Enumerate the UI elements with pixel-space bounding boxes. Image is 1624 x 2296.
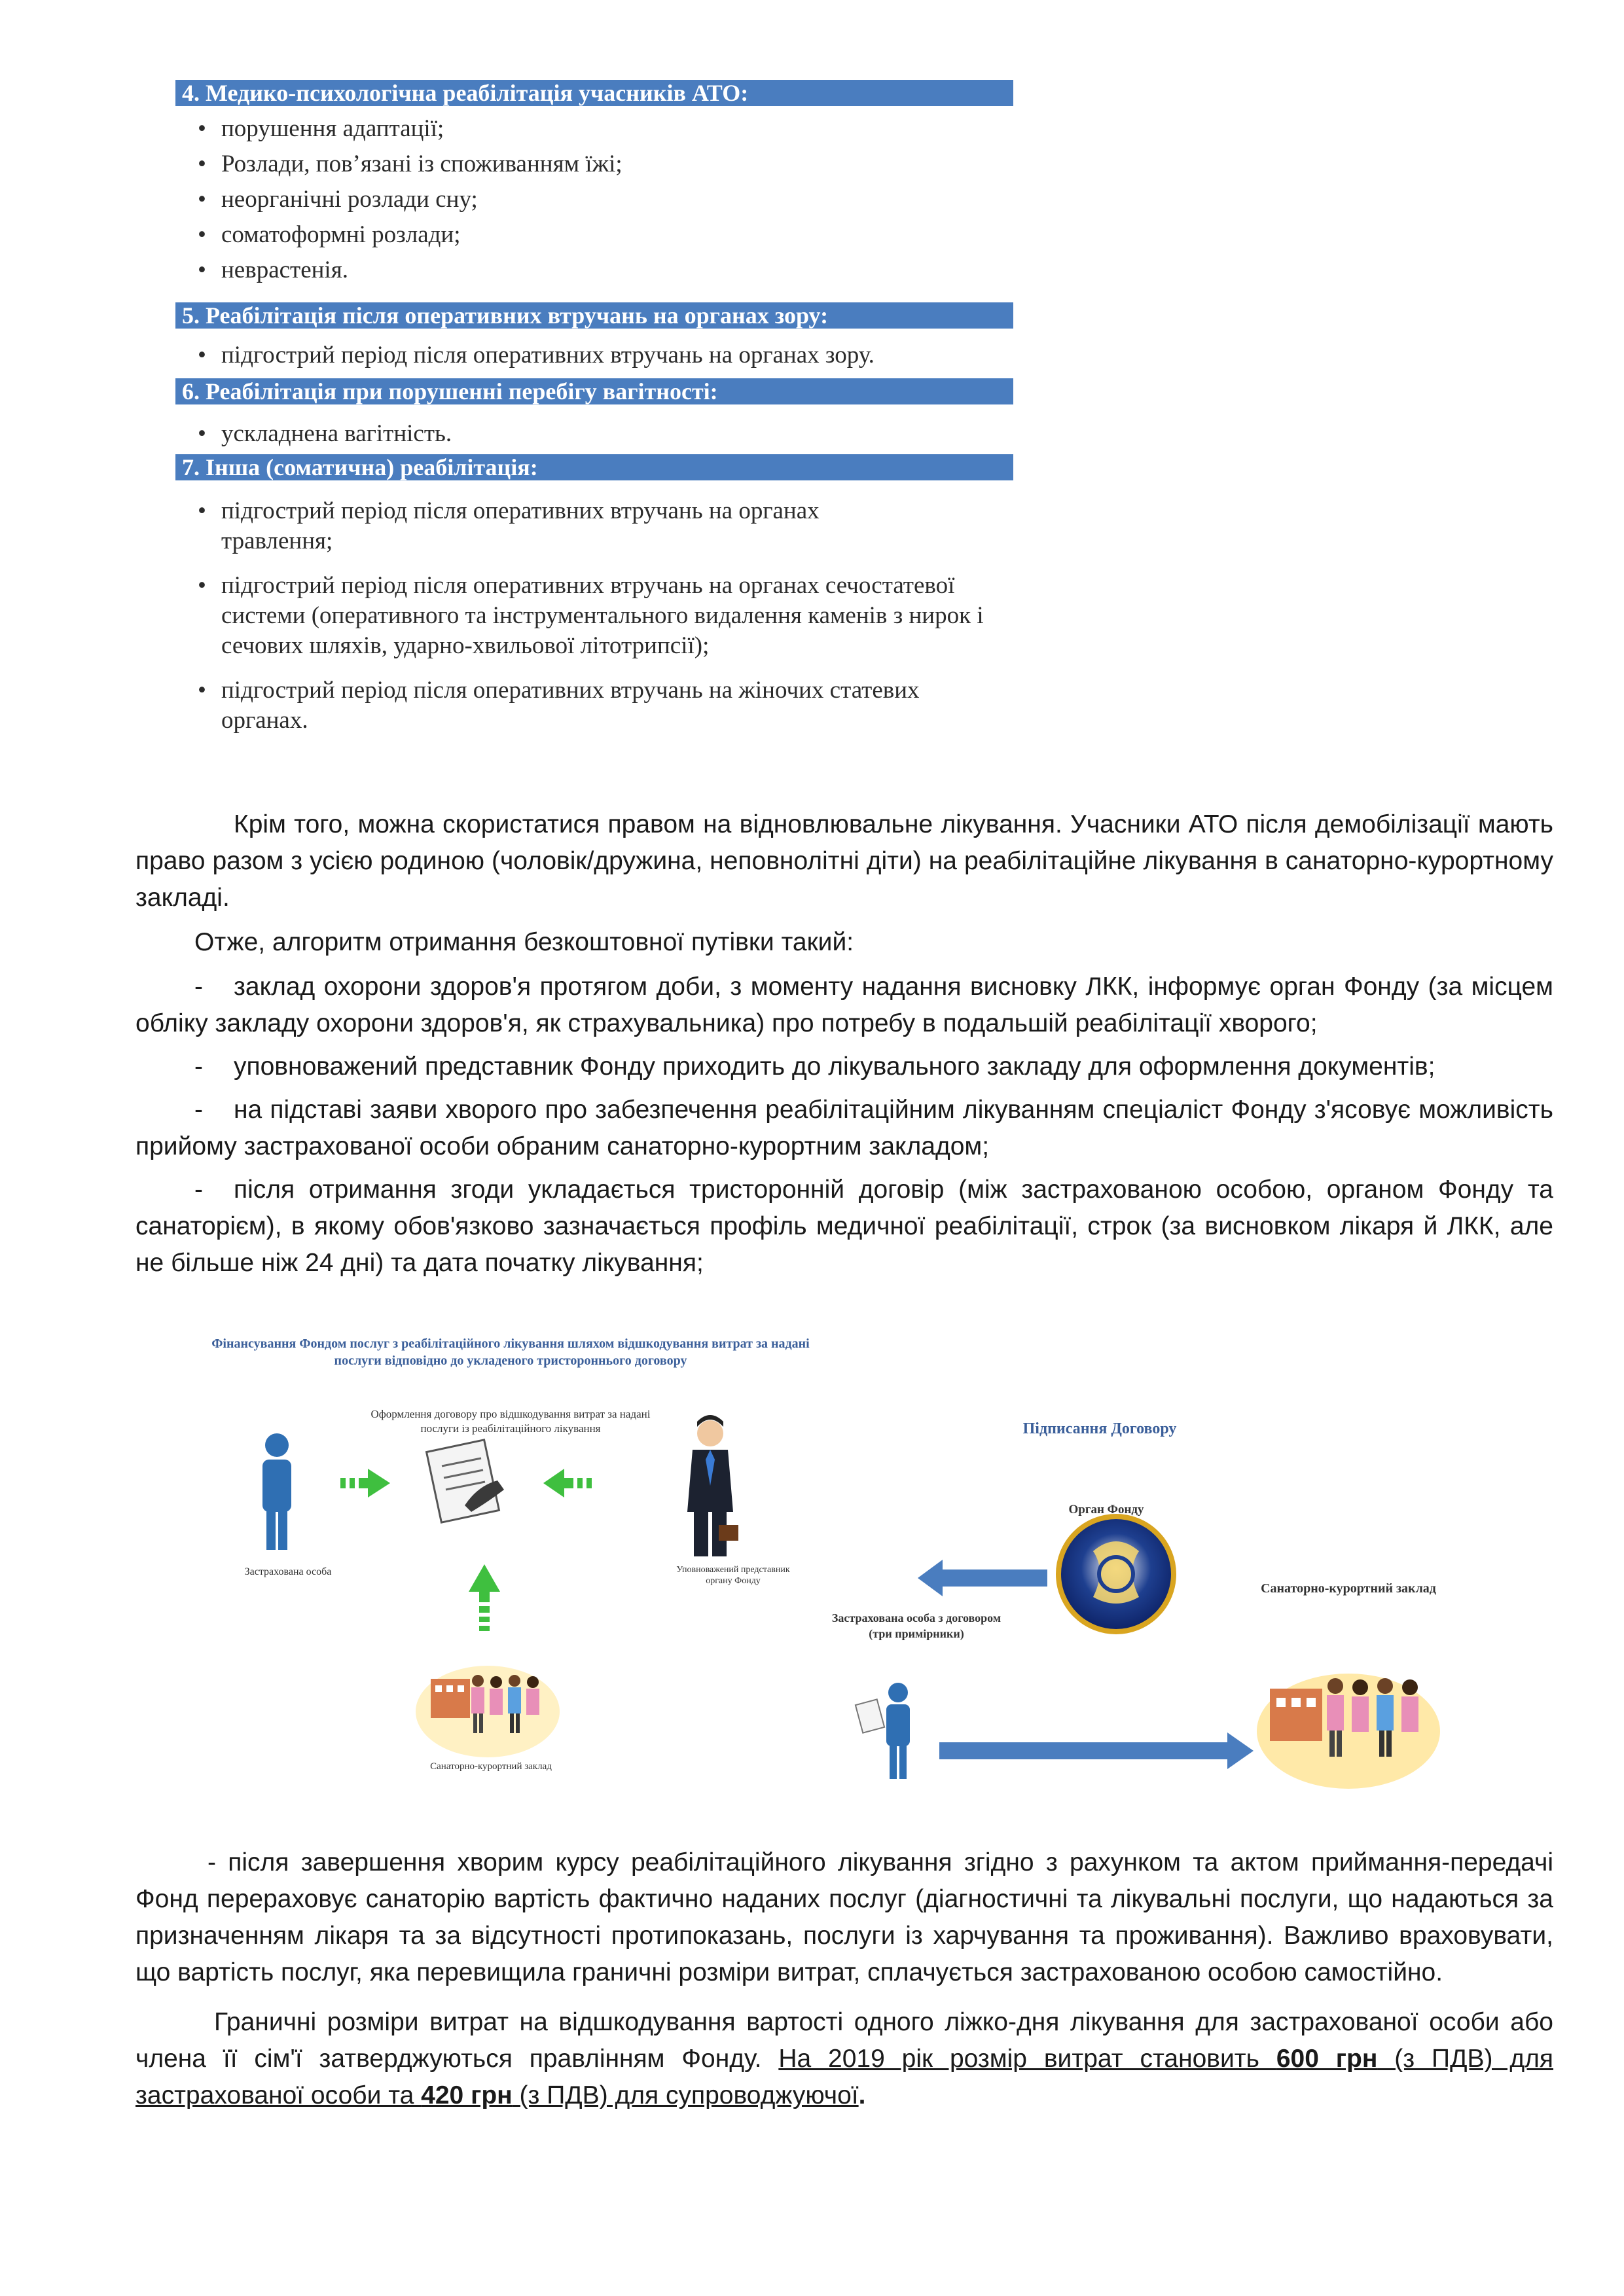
section-7-list <box>175 496 1013 736</box>
section-4-heading: 4. Медико-психологічна реабілітація учасників АТО: <box>175 80 1013 106</box>
contract-signing-icon <box>427 1440 504 1522</box>
payment-paragraph: - після завершення хворим курсу реабілітаційного лікування згідно з рахунком та актом приймання-передачі Фонд перераховує санаторію вартість фактично наданих послуг (діагностичні та лікувальні послуги, що надаються за призначенням лікаря та за відсутності протипоказань, послуги із харчування та проживання). Важливо враховувати, що вартість послуг, яка перевищила граничні розміри витрат, сплачується застрахованою особою самостійно. <box>135 1848 1553 1986</box>
signing-title: Підписання Договору <box>1022 1420 1177 1437</box>
dash-marker: - <box>194 1175 203 1204</box>
fund-logo-icon <box>1058 1516 1174 1632</box>
section-5 <box>175 302 1013 370</box>
dash-marker: - <box>194 1096 203 1124</box>
step-item <box>135 1049 1553 1085</box>
intro-paragraph: Крім того, можна скористатися правом на відновлювальне лікування. Учасники АТО після демобілізації мають право разом з усією родиною (чоловік/дружина, неповнолітні діти) на реабілітаційне лікування в санаторно-курортному закладі. <box>135 810 1553 912</box>
step-text: після отримання згоди укладається тристоронній договір (між застрахованою особою, органом Фонду та санаторієм), в якому обов'язково зазначається профіль медичної реабілітації, строк (за висновком лікаря й ЛКК, але не більше ніж 24 дні) та дата початку лікування; <box>135 1175 1553 1277</box>
sanatorium-staff-icon <box>416 1666 560 1757</box>
section-5-heading: 5. Реабілітація після оперативних втручань на органах зору: <box>175 302 1013 329</box>
step-text: на підставі заяви хворого про забезпечення реабілітаційним лікуванням спеціаліст Фонду з'ясовує можливість прийому застрахованої особи обраним санаторно-курортним закладом; <box>135 1096 1553 1160</box>
sanatorium-label-left: Санаторно-курортний заклад <box>430 1761 552 1772</box>
amount-insured: 600 грн <box>1276 2045 1378 2073</box>
vat-insured-text: (з ПДВ) для застрахованої особи та <box>135 2045 1554 2109</box>
process-diagram <box>190 1335 1519 1833</box>
list-item: • соматоформні розлади; <box>175 220 1013 250</box>
list-item: • Розлади, пов’язані із споживанням їжі; <box>175 149 1013 179</box>
list-item: • неорганічні розлади сну; <box>175 185 1013 215</box>
amount-companion: 420 грн <box>421 2081 513 2109</box>
step-item <box>135 969 1553 1042</box>
list-item: • неврастенія. <box>175 255 1013 285</box>
final-period: . <box>858 2081 866 2109</box>
list-item: • підгострий період після оперативних втручань на органах травлення; <box>175 496 909 556</box>
section-6-heading: 6. Реабілітація при порушенні перебігу вагітності: <box>175 378 1013 404</box>
arrow-left-green-icon <box>543 1469 592 1498</box>
section-6 <box>175 378 1013 449</box>
limits-text: Граничні розміри витрат на відшкодування вартості одного ліжко-дня лікування для застрахованої особи або члена її сім'ї затверджуються правлінням Фонду. <box>135 2008 1553 2073</box>
sanatorium-label-right: Санаторно-курортний заклад <box>1261 1581 1436 1596</box>
step-item <box>135 1172 1553 1282</box>
dash-marker: - <box>194 1052 203 1081</box>
arrow-left-blue-icon <box>918 1560 1047 1596</box>
section-4 <box>175 80 1013 291</box>
vat-companion-text: (з ПДВ) для супроводжуючої <box>512 2081 859 2109</box>
diagram-left-title: Фінансування Фондом послуг з реабілітаційного лікування шляхом відшкодування витрат за надані послуги відповідно до укладеного тристороннього договору <box>211 1336 810 1368</box>
step-item <box>135 1092 1553 1165</box>
algorithm-lead: Отже, алгоритм отримання безкоштовної путівки такий: <box>194 928 854 956</box>
contract-label: Оформлення договору про відшкодування витрат за надані послуги із реабілітаційного лікування <box>370 1408 651 1435</box>
closing-block <box>135 1844 1553 2114</box>
insured-with-contract-icon <box>856 1683 910 1779</box>
limits-2019-text: На 2019 рік розмір витрат становить <box>778 2045 1276 2073</box>
arrow-up-green-icon <box>469 1564 500 1631</box>
step-text: уповноважений представник Фонду приходить до лікувального закладу для оформлення документів; <box>234 1052 1435 1081</box>
fund-label: Орган Фонду <box>1068 1503 1144 1516</box>
dash-marker: - <box>194 973 203 1001</box>
list-item: • ускладнена вагітність. <box>175 419 1013 449</box>
arrow-right-blue-icon <box>939 1732 1254 1769</box>
arrow-right-green-icon <box>340 1469 390 1498</box>
representative-icon <box>687 1415 738 1556</box>
insured-contract-label: Застрахована особа з договором (три примірники) <box>831 1611 1001 1640</box>
section-7-heading: 7. Інша (соматична) реабілітація: <box>175 454 1013 480</box>
section-4-list <box>175 114 1013 285</box>
list-item: • порушення адаптації; <box>175 114 1013 144</box>
step-text: заклад охорони здоров'я протягом доби, з моменту надання висновку ЛКК, інформує орган Фонду (за місцем обліку закладу охорони здоров'я, як страхувальника) про потребу в подальшій реабілітації хворого; <box>135 973 1553 1037</box>
section-7 <box>175 454 1013 750</box>
section-6-list <box>175 419 1013 449</box>
sanatorium-staff-icon <box>1257 1674 1440 1789</box>
list-item: • підгострий період після оперативних втручань на жіночих статевих органах. <box>175 675 928 736</box>
section-5-list <box>175 340 1013 370</box>
list-item: • підгострий період після оперативних втручань на органах сечостатевої системи (оперативного та інструментального видалення каменів з нирок і сечових шляхів, ударно-хвильової літотрипсії); <box>175 571 1000 661</box>
limits-paragraph <box>135 2004 1553 2114</box>
intro-block <box>135 806 1553 1288</box>
insured-label: Застрахована особа <box>244 1566 332 1577</box>
representative-label: Уповноважений представник органу Фонду <box>676 1565 790 1586</box>
insured-person-icon <box>262 1433 291 1550</box>
list-item: • підгострий період після оперативних втручань на органах зору. <box>175 340 1013 370</box>
